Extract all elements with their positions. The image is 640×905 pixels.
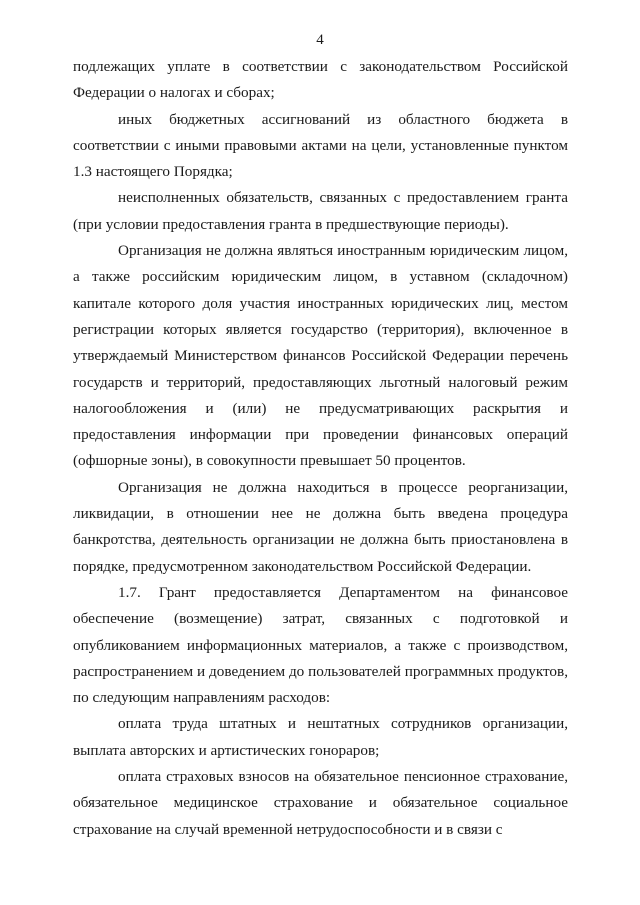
page-number: 4 <box>316 32 324 48</box>
paragraph-salary-payments: оплата труда штатных и нештатных сотрудников организации, выплата авторских и артистических гонораров; <box>73 715 568 759</box>
paragraph-clause-1-7: 1.7. Грант предоставляется Департаментом на финансовое обеспечение (возмещение) затрат, связанных с подготовкой и опубликованием информационных материалов, а также с производством, распространением и доведением до пользователей программных продуктов, по следующим направлениям расходов: <box>73 583 568 707</box>
paragraph-insurance-payments: оплата страховых взносов на обязательное пенсионное страхование, обязательное медицинское страхование и обязательное социальное страхование на случай временной нетрудоспособности и в связи с <box>73 768 568 838</box>
paragraph-budget-allocations: иных бюджетных ассигнований из областного бюджета в соответствии с иными правовыми актами на цели, установленные пунктом 1.3 настоящего Порядка; <box>73 110 568 181</box>
paragraph-unfulfilled-obligations: неисполненных обязательств, связанных с предоставлением гранта (при условии предоставления гранта в предшествующие периоды). <box>73 189 568 233</box>
paragraph-tax-continuation: подлежащих уплате в соответствии с законодательством Российской Федерации о налогах и сборах; <box>73 58 568 102</box>
paragraph-foreign-entity: Организация не должна являться иностранным юридическим лицом, а также российским юридическим лицом, в уставном (складочном) капитале которого доля участия иностранных юридических лиц, местом регистрации которых является государство (территория), включенное в утверждаемый Министерством финансов Российской Федерации перечень государств и территорий, предоставляющих льготный налоговый режим налогообложения и (или) не предусматривающих раскрытия и предоставления информации при проведении финансовых операций (офшорные зоны), в совокупности превышает 50 процентов. <box>73 242 568 470</box>
paragraph-reorganization: Организация не должна находиться в процессе реорганизации, ликвидации, в отношении нее не должна быть введена процедура банкротства, деятельность организации не должна быть приостановлена в порядке, предусмотренном законодательством Российской Федерации. <box>73 478 568 575</box>
document-body <box>73 54 568 843</box>
